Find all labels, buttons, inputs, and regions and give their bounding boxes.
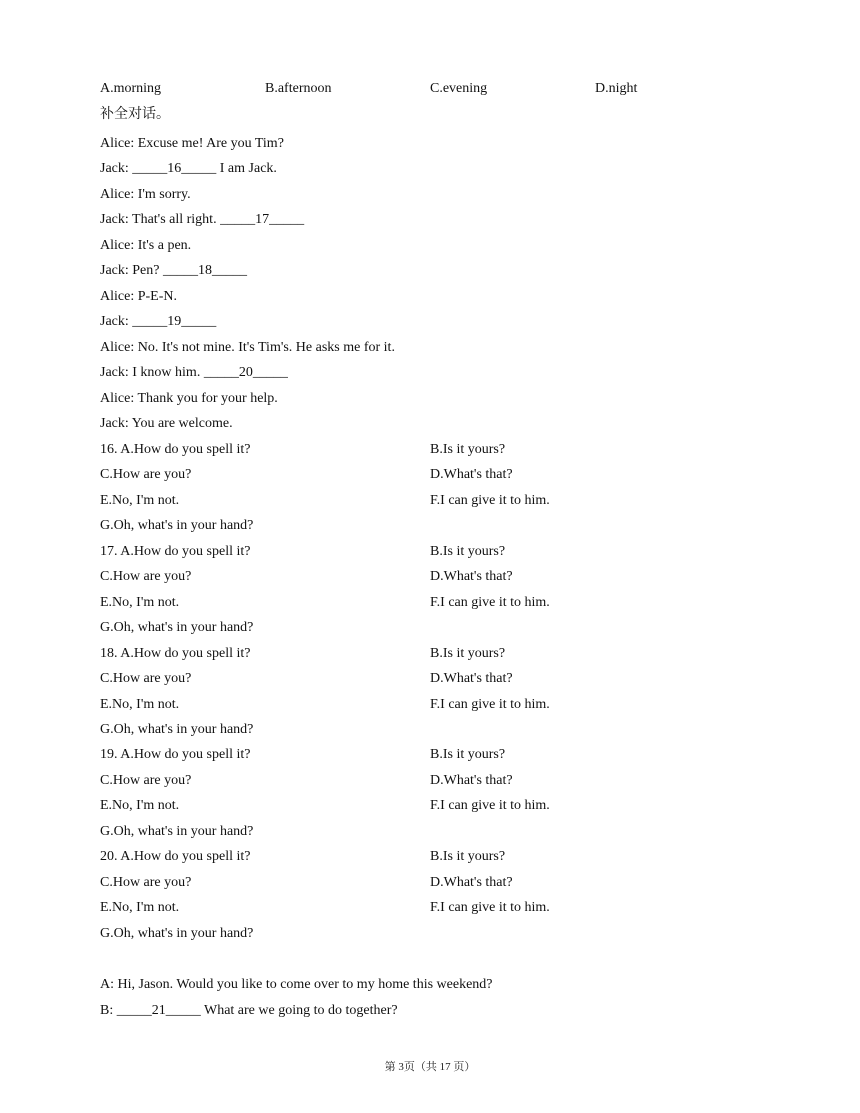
question-17-row-2 bbox=[100, 568, 780, 586]
dialogue-line: Jack: I know him. _____20_____ bbox=[100, 365, 288, 380]
question-19-row-3 bbox=[100, 797, 780, 815]
option-c: C.How are you? bbox=[100, 773, 192, 788]
option-d: D.What's that? bbox=[430, 875, 513, 890]
option-f: F.I can give it to him. bbox=[430, 493, 550, 508]
question-16-row-1 bbox=[100, 441, 780, 459]
option-b: B.afternoon bbox=[265, 81, 332, 96]
top-options-row bbox=[100, 80, 780, 98]
option-a: 18. A.How do you spell it? bbox=[100, 646, 251, 661]
option-c: C.How are you? bbox=[100, 467, 192, 482]
question-19-row-2 bbox=[100, 772, 780, 790]
option-a: 17. A.How do you spell it? bbox=[100, 544, 251, 559]
question-19-row-1 bbox=[100, 746, 780, 764]
option-d: D.What's that? bbox=[430, 569, 513, 584]
dialogue2-line: B: _____21_____ What are we going to do together? bbox=[100, 1003, 398, 1018]
dialogue-line: Alice: Excuse me! Are you Tim? bbox=[100, 136, 284, 151]
option-c: C.evening bbox=[430, 81, 488, 96]
dialogue-line: Jack: _____16_____ I am Jack. bbox=[100, 161, 277, 176]
question-20-row-3 bbox=[100, 899, 780, 917]
option-f: F.I can give it to him. bbox=[430, 595, 550, 610]
option-c: C.How are you? bbox=[100, 875, 192, 890]
option-c: C.How are you? bbox=[100, 671, 192, 686]
dialogue2-line: A: Hi, Jason. Would you like to come over to my home this weekend? bbox=[100, 977, 493, 992]
option-f: F.I can give it to him. bbox=[430, 900, 550, 915]
question-20-row-2 bbox=[100, 874, 780, 892]
option-d: D.What's that? bbox=[430, 773, 513, 788]
option-e: E.No, I'm not. bbox=[100, 493, 180, 508]
option-e: E.No, I'm not. bbox=[100, 798, 180, 813]
option-e: E.No, I'm not. bbox=[100, 697, 180, 712]
question-17-row-1 bbox=[100, 543, 780, 561]
option-f: F.I can give it to him. bbox=[430, 798, 550, 813]
option-b: B.Is it yours? bbox=[430, 849, 506, 864]
option-b: B.Is it yours? bbox=[430, 747, 506, 762]
dialogue-line: Alice: P-E-N. bbox=[100, 289, 177, 304]
question-16-row-2 bbox=[100, 466, 780, 484]
question-18-row-1 bbox=[100, 645, 780, 663]
option-c: C.How are you? bbox=[100, 569, 192, 584]
question-18-row-2 bbox=[100, 670, 780, 688]
dialogue-line: Jack: Pen? _____18_____ bbox=[100, 263, 247, 278]
dialogue-line: Alice: It's a pen. bbox=[100, 238, 192, 253]
dialogue-line: Alice: Thank you for your help. bbox=[100, 391, 278, 406]
option-d: D.What's that? bbox=[430, 467, 513, 482]
section-title: 补全对话。 bbox=[100, 107, 170, 122]
option-g: G.Oh, what's in your hand? bbox=[100, 518, 254, 533]
option-d: D.night bbox=[595, 81, 638, 96]
question-18-row-3 bbox=[100, 696, 780, 714]
dialogue-line: Alice: No. It's not mine. It's Tim's. He asks me for it. bbox=[100, 340, 395, 355]
option-g: G.Oh, what's in your hand? bbox=[100, 926, 254, 941]
option-g: G.Oh, what's in your hand? bbox=[100, 620, 254, 635]
option-b: B.Is it yours? bbox=[430, 646, 506, 661]
option-e: E.No, I'm not. bbox=[100, 900, 180, 915]
dialogue-line: Alice: I'm sorry. bbox=[100, 187, 191, 202]
dialogue-line: Jack: That's all right. _____17_____ bbox=[100, 212, 305, 227]
option-b: B.Is it yours? bbox=[430, 442, 506, 457]
option-d: D.What's that? bbox=[430, 671, 513, 686]
option-b: B.Is it yours? bbox=[430, 544, 506, 559]
option-a: A.morning bbox=[100, 81, 162, 96]
option-a: 19. A.How do you spell it? bbox=[100, 747, 251, 762]
option-a: 16. A.How do you spell it? bbox=[100, 442, 251, 457]
dialogue-line: Jack: _____19_____ bbox=[100, 314, 217, 329]
option-g: G.Oh, what's in your hand? bbox=[100, 824, 254, 839]
option-a: 20. A.How do you spell it? bbox=[100, 849, 251, 864]
dialogue-line: Jack: You are welcome. bbox=[100, 416, 233, 431]
option-f: F.I can give it to him. bbox=[430, 697, 550, 712]
question-16-row-3 bbox=[100, 492, 780, 510]
option-g: G.Oh, what's in your hand? bbox=[100, 722, 254, 737]
option-e: E.No, I'm not. bbox=[100, 595, 180, 610]
question-20-row-1 bbox=[100, 848, 780, 866]
page-footer: 第 3页（共 17 页） bbox=[384, 1061, 476, 1073]
question-17-row-3 bbox=[100, 594, 780, 612]
